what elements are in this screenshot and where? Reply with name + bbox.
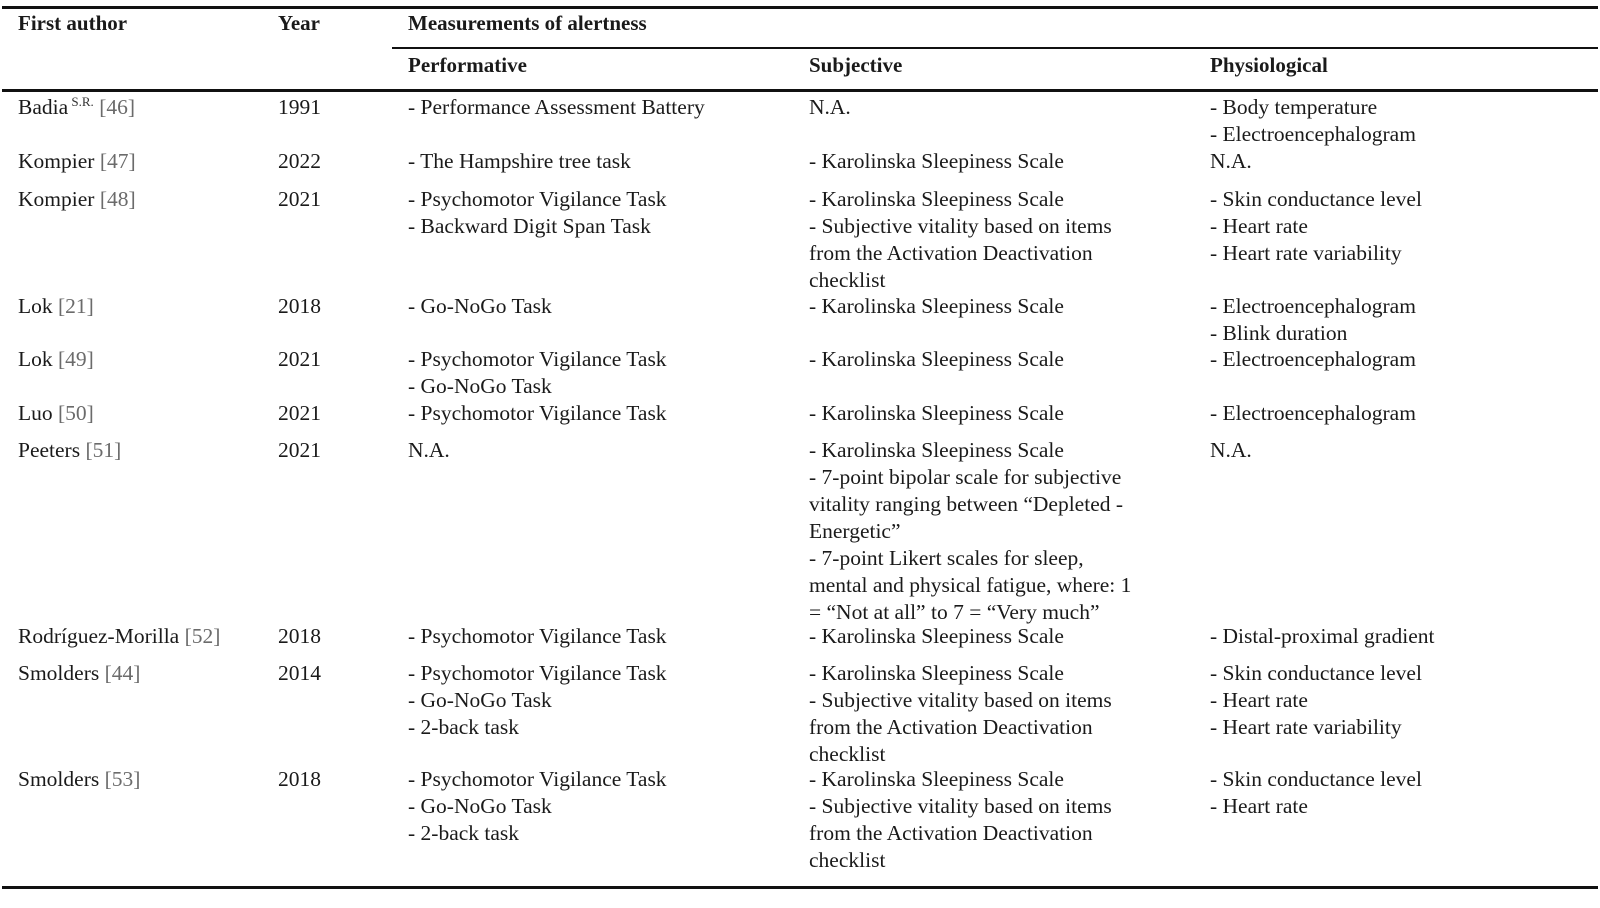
cell-line: - Subjective vitality based on items	[809, 688, 1112, 712]
author-name: Peeters	[18, 438, 81, 462]
cell-line: - Karolinska Sleepiness Scale	[809, 624, 1064, 648]
physiological-cell	[1210, 623, 1435, 650]
subjective-cell	[809, 346, 1064, 373]
table-top-rule	[2, 6, 1598, 9]
year-cell: 2021	[278, 401, 321, 425]
physiological-cell	[1210, 400, 1416, 427]
author-name: Smolders	[18, 661, 100, 685]
cell-line: - Psychomotor Vigilance Task	[408, 767, 667, 791]
subjective-cell	[809, 186, 1112, 294]
cell-line: mental and physical fatigue, where: 1	[809, 573, 1132, 597]
reference-link[interactable]: [52]	[184, 624, 221, 648]
cell-line: - 2-back task	[408, 821, 520, 845]
reference-link[interactable]: [21]	[58, 294, 94, 318]
cell-line: - Karolinska Sleepiness Scale	[809, 767, 1064, 791]
physiological-cell	[1210, 766, 1422, 820]
cell-line: - 7-point Likert scales for sleep,	[809, 546, 1084, 570]
year-cell: 2021	[278, 347, 321, 371]
cell-line: - Distal-proximal gradient	[1210, 624, 1435, 648]
cell-line: checklist	[809, 268, 886, 292]
header-year: Year	[278, 11, 320, 35]
header-performative: Performative	[408, 53, 527, 77]
cell-line: - Electroencephalogram	[1210, 122, 1416, 146]
author-name: Smolders	[18, 767, 100, 791]
subjective-cell	[809, 660, 1112, 768]
reference-link[interactable]: [51]	[85, 438, 122, 462]
year-cell: 2018	[278, 767, 321, 791]
cell-line: - Psychomotor Vigilance Task	[408, 347, 667, 371]
subjective-cell	[809, 148, 1064, 175]
year-cell: 2021	[278, 438, 321, 462]
header-bottom-rule	[2, 89, 1598, 92]
performative-cell	[408, 766, 667, 847]
cell-line: - Heart rate	[1210, 214, 1308, 238]
cell-line: - Go-NoGo Task	[408, 294, 552, 318]
physiological-cell	[1210, 148, 1252, 175]
cell-line: - Heart rate variability	[1210, 241, 1402, 265]
first-author-cell	[18, 660, 140, 687]
cell-line: - Heart rate variability	[1210, 715, 1402, 739]
performative-cell	[408, 660, 667, 741]
author-name: Kompier	[18, 187, 95, 211]
year-cell: 2021	[278, 187, 321, 211]
performative-cell	[408, 186, 667, 240]
first-author-cell	[18, 186, 136, 213]
subjective-cell	[809, 766, 1112, 874]
cell-line: Energetic”	[809, 519, 901, 543]
first-author-cell	[18, 346, 94, 373]
performative-cell	[408, 400, 667, 427]
performative-cell	[408, 148, 631, 175]
year-cell: 2022	[278, 149, 321, 173]
cell-line: - Skin conductance level	[1210, 767, 1422, 791]
cell-line: checklist	[809, 742, 886, 766]
first-author-cell	[18, 766, 140, 793]
physiological-cell	[1210, 94, 1416, 148]
table-bottom-rule	[2, 886, 1598, 889]
first-author-cell	[18, 148, 136, 175]
cell-line: N.A.	[1210, 149, 1252, 173]
reference-link[interactable]: [53]	[104, 767, 141, 791]
cell-line: - Karolinska Sleepiness Scale	[809, 438, 1064, 462]
header-measurements-group: Measurements of alertness	[408, 11, 647, 35]
reference-link[interactable]: [47]	[99, 149, 136, 173]
physiological-cell	[1210, 660, 1422, 741]
cell-line: from the Activation Deactivation	[809, 715, 1093, 739]
physiological-cell	[1210, 346, 1416, 373]
cell-line: - Go-NoGo Task	[408, 794, 552, 818]
cell-line: - Karolinska Sleepiness Scale	[809, 187, 1064, 211]
cell-line: - Go-NoGo Task	[408, 688, 552, 712]
header-physiological: Physiological	[1210, 53, 1328, 77]
performative-cell	[408, 293, 552, 320]
author-name: Kompier	[18, 149, 95, 173]
reference-link[interactable]: [46]	[99, 95, 136, 119]
reference-link[interactable]: [50]	[58, 401, 94, 425]
first-author-cell	[18, 623, 220, 650]
header-subjective: Subjective	[809, 53, 903, 77]
cell-line: - Karolinska Sleepiness Scale	[809, 401, 1064, 425]
author-name: Lok	[18, 347, 53, 371]
subjective-cell	[809, 623, 1064, 650]
header-first-author: First author	[18, 11, 128, 35]
author-name: Lok	[18, 294, 53, 318]
year-cell: 2018	[278, 624, 321, 648]
cell-line: - Psychomotor Vigilance Task	[408, 661, 667, 685]
cell-line: - 2-back task	[408, 715, 520, 739]
group-header-rule	[392, 47, 1598, 49]
year-cell: 2018	[278, 294, 321, 318]
cell-line: N.A.	[1210, 438, 1252, 462]
cell-line: - Go-NoGo Task	[408, 374, 552, 398]
subjective-cell	[809, 437, 1131, 626]
subjective-cell	[809, 400, 1064, 427]
cell-line: - Psychomotor Vigilance Task	[408, 624, 667, 648]
cell-line: - Karolinska Sleepiness Scale	[809, 294, 1064, 318]
year-cell: 1991	[278, 95, 321, 119]
cell-line: checklist	[809, 848, 886, 872]
cell-line: - Subjective vitality based on items	[809, 214, 1112, 238]
subjective-cell	[809, 94, 851, 121]
physiological-cell	[1210, 437, 1252, 464]
performative-cell	[408, 94, 705, 121]
cell-line: - Performance Assessment Battery	[408, 95, 705, 119]
cell-line: - Backward Digit Span Task	[408, 214, 651, 238]
performative-cell	[408, 623, 667, 650]
physiological-cell	[1210, 293, 1416, 347]
subjective-cell	[809, 293, 1064, 320]
cell-line: - The Hampshire tree task	[408, 149, 631, 173]
cell-line: N.A.	[408, 438, 450, 462]
cell-line: = “Not at all” to 7 = “Very much”	[809, 600, 1100, 624]
cell-line: - Electroencephalogram	[1210, 294, 1416, 318]
cell-line: - Psychomotor Vigilance Task	[408, 187, 667, 211]
performative-cell	[408, 346, 667, 400]
cell-line: from the Activation Deactivation	[809, 241, 1093, 265]
cell-line: - Psychomotor Vigilance Task	[408, 401, 667, 425]
performative-cell	[408, 437, 450, 464]
cell-line: - Skin conductance level	[1210, 187, 1422, 211]
first-author-cell	[18, 94, 135, 123]
cell-line: - Heart rate	[1210, 688, 1308, 712]
cell-line: - Heart rate	[1210, 794, 1308, 818]
cell-line: - Karolinska Sleepiness Scale	[809, 661, 1064, 685]
reference-link[interactable]: [48]	[99, 187, 136, 211]
cell-line: - Karolinska Sleepiness Scale	[809, 149, 1064, 173]
first-author-cell	[18, 400, 94, 427]
author-name: Rodríguez-Morilla	[18, 624, 180, 648]
cell-line: - Subjective vitality based on items	[809, 794, 1112, 818]
reference-link[interactable]: [49]	[58, 347, 94, 371]
cell-line: - 7-point bipolar scale for subjective	[809, 465, 1122, 489]
first-author-cell	[18, 293, 94, 320]
reference-link[interactable]: [44]	[104, 661, 141, 685]
cell-line: - Body temperature	[1210, 95, 1378, 119]
cell-line: N.A.	[809, 95, 851, 119]
cell-line: - Karolinska Sleepiness Scale	[809, 347, 1064, 371]
cell-line: - Electroencephalogram	[1210, 347, 1416, 371]
year-cell: 2014	[278, 661, 321, 685]
cell-line: - Electroencephalogram	[1210, 401, 1416, 425]
author-name: Luo	[18, 401, 53, 425]
cell-line: - Skin conductance level	[1210, 661, 1422, 685]
author-name: Badia	[18, 95, 69, 119]
cell-line: - Blink duration	[1210, 321, 1348, 345]
author-superscript: S.R.	[68, 94, 94, 109]
cell-line: vitality ranging between “Depleted -	[809, 492, 1124, 516]
first-author-cell	[18, 437, 121, 464]
physiological-cell	[1210, 186, 1422, 267]
cell-line: from the Activation Deactivation	[809, 821, 1093, 845]
